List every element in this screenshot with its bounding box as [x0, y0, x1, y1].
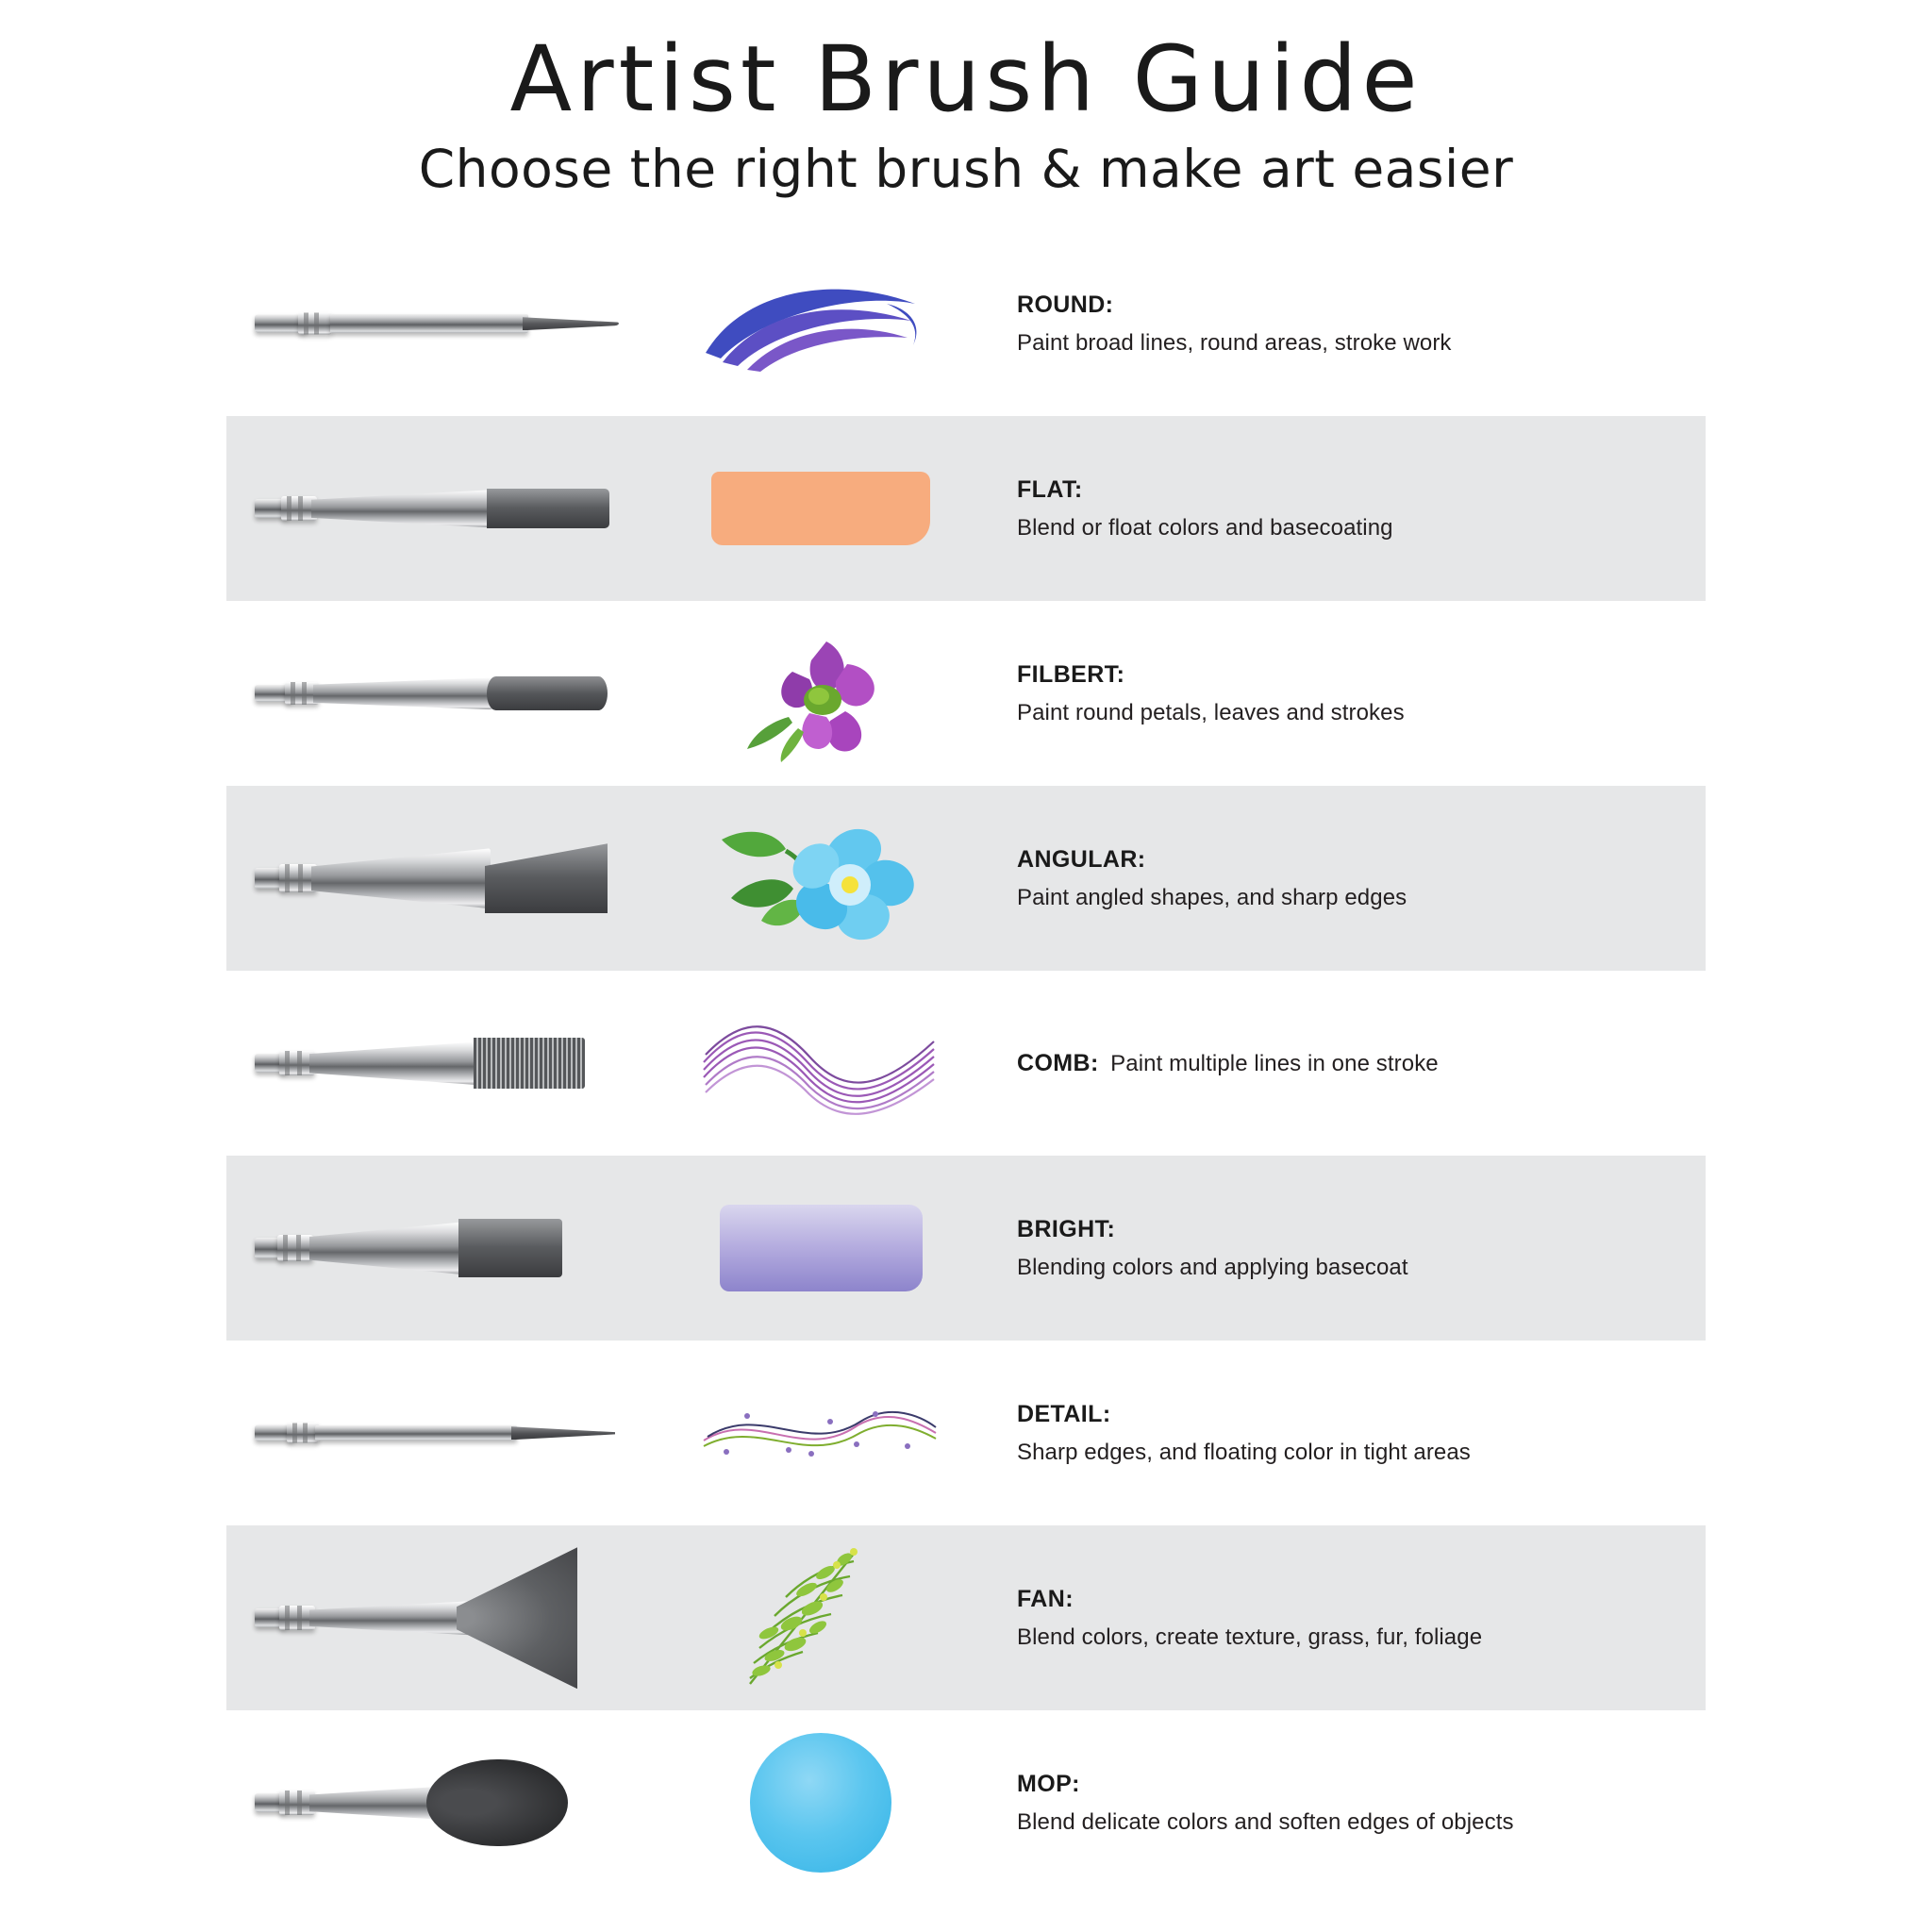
brush-name: ROUND: [1017, 291, 1114, 318]
brush-text-cell [962, 1771, 1706, 1836]
brush-text-cell [962, 291, 1706, 357]
blue-swoosh-strokes-swatch [698, 272, 943, 375]
page-subtitle: Choose the right brush & make art easier [418, 138, 1514, 199]
purple-flower-swatch [736, 623, 906, 764]
swatch-cell [679, 1341, 962, 1525]
brush-name: COMB: [1017, 1049, 1099, 1076]
brush-row-angular [226, 786, 1706, 971]
comb-brush-icon [255, 1030, 651, 1096]
brush-text-cell [962, 1050, 1706, 1077]
brush-description: Paint multiple lines in one stroke [1110, 1050, 1439, 1076]
blue-flower-with-leaves-swatch [712, 808, 929, 949]
brush-image-cell [226, 1341, 679, 1525]
brush-image-cell [226, 1525, 679, 1710]
brush-name: BRIGHT: [1017, 1215, 1116, 1242]
brush-description: Paint round petals, leaves and strokes [1017, 699, 1405, 725]
brush-image-cell [226, 601, 679, 786]
brush-text-cell [962, 476, 1706, 541]
brush-text-cell [962, 661, 1706, 726]
violet-gradient-block-swatch [720, 1205, 923, 1291]
green-fern-foliage-swatch [712, 1542, 929, 1693]
brush-row-comb [226, 971, 1706, 1156]
fan-brush-icon [255, 1585, 651, 1651]
brush-text-cell [962, 846, 1706, 911]
brush-image-cell [226, 786, 679, 971]
brush-text-cell [962, 1586, 1706, 1651]
brush-description: Paint angled shapes, and sharp edges [1017, 884, 1407, 910]
purple-wavy-lines-swatch [698, 1011, 943, 1115]
swatch-cell [679, 231, 962, 416]
angular-brush-icon [255, 845, 651, 911]
brush-text-cell [962, 1216, 1706, 1281]
swatch-cell [679, 786, 962, 971]
mop-brush-icon [255, 1770, 651, 1836]
brush-row-detail [226, 1341, 1706, 1525]
header [0, 0, 1932, 197]
brush-row-filbert [226, 601, 1706, 786]
brush-row-round [226, 231, 1706, 416]
filbert-brush-icon [255, 660, 651, 726]
detail-brush-icon [255, 1400, 651, 1466]
brush-name: ANGULAR: [1017, 845, 1146, 873]
bright-brush-icon [255, 1215, 651, 1281]
brush-image-cell [226, 1710, 679, 1895]
flat-brush-icon [255, 475, 651, 541]
brush-description: Blend delicate colors and soften edges of objects [1017, 1808, 1514, 1835]
swatch-cell [679, 416, 962, 601]
brush-description: Paint broad lines, round areas, stroke work [1017, 329, 1452, 356]
page-title: Artist Brush Guide [509, 26, 1423, 132]
swatch-cell [679, 601, 962, 786]
brush-description: Blend colors, create texture, grass, fur, foliage [1017, 1624, 1483, 1650]
brush-description: Blending colors and applying basecoat [1017, 1254, 1408, 1280]
brush-name: FLAT: [1017, 475, 1083, 503]
swatch-cell [679, 1525, 962, 1710]
swatch-cell [679, 971, 962, 1156]
brush-row-flat [226, 416, 1706, 601]
brush-row-mop [226, 1710, 1706, 1895]
brush-text-cell [962, 1401, 1706, 1466]
round-brush-icon [255, 291, 651, 357]
brush-name: FAN: [1017, 1585, 1074, 1612]
brush-row-fan [226, 1525, 1706, 1710]
thin-pink-green-vine-swatch [698, 1395, 943, 1471]
brush-name: DETAIL: [1017, 1400, 1111, 1427]
swatch-cell [679, 1710, 962, 1895]
swatch-cell [679, 1156, 962, 1341]
blue-soft-circle-swatch [750, 1733, 891, 1873]
peach-block-swatch [711, 472, 930, 545]
brush-name: MOP: [1017, 1770, 1080, 1797]
brush-image-cell [226, 231, 679, 416]
brush-image-cell [226, 416, 679, 601]
brush-description: Sharp edges, and floating color in tight areas [1017, 1439, 1471, 1465]
brush-row-bright [226, 1156, 1706, 1341]
brush-image-cell [226, 971, 679, 1156]
brush-name: FILBERT: [1017, 660, 1125, 688]
brush-description: Blend or float colors and basecoating [1017, 514, 1393, 541]
brush-rows [0, 231, 1932, 1895]
brush-image-cell [226, 1156, 679, 1341]
